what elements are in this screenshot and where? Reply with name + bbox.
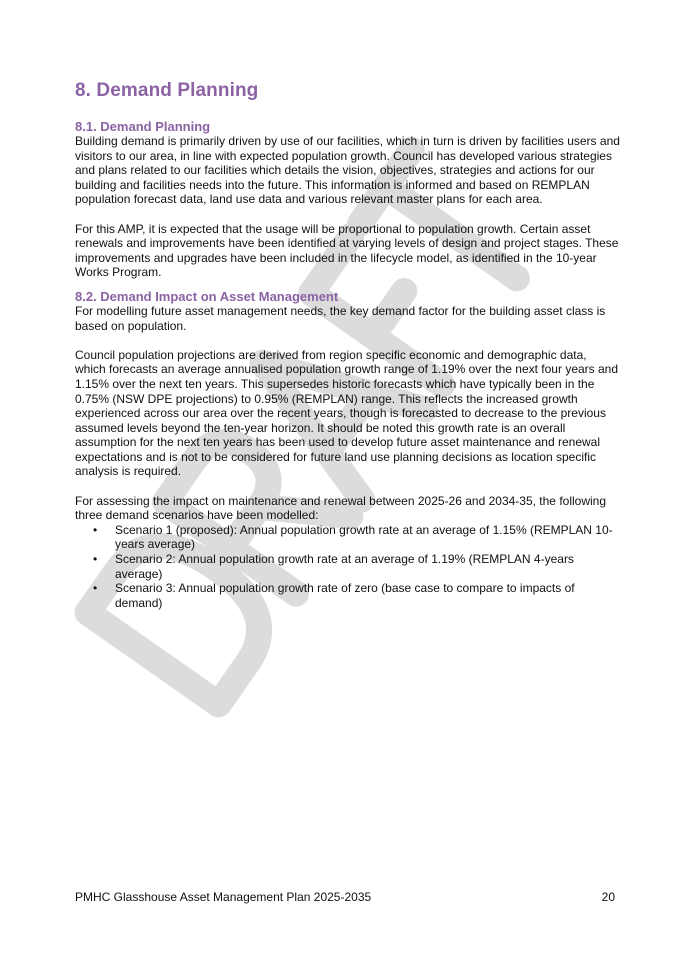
scenario-list: [75, 523, 620, 611]
footer-title: PMHC Glasshouse Asset Management Plan 2025-2035: [75, 890, 372, 904]
list-item: • Scenario 2: Annual population growth rate at an average of 1.19% (REMPLAN 4-years average): [115, 552, 620, 581]
paragraph: Building demand is primarily driven by use of our facilities, which in turn is driven by facilities users and visitors to our area, in line with expected population growth. Council has developed various strategies and plans related to our facilities which details the vision, objectives, strategies and actions for our building and facilities needs into the future. This information is informed and based on REMPLAN population forecast data, land use data and various relevant master plans for each area.: [75, 134, 620, 207]
section-demand-impact: [75, 289, 620, 610]
paragraph: For this AMP, it is expected that the usage will be proportional to population growth. Certain asset renewals and improvements have been identified at varying levels of design and project stages. These improvements and upgrades have been included in the lifecycle model, as identified in the 10-year Works Program.: [75, 221, 619, 280]
page-content: [75, 80, 620, 610]
list-item: • Scenario 3: Annual population growth rate of zero (base case to compare to impacts of demand): [115, 581, 620, 610]
section-title: 8.2. Demand Impact on Asset Management: [75, 288, 339, 304]
paragraph: For modelling future asset management needs, the key demand factor for the building asset class is based on population.: [75, 303, 606, 333]
list-item: • Scenario 1 (proposed): Annual population growth rate at an average of 1.15% (REMPLAN 10-years average): [115, 523, 620, 552]
paragraph: Council population projections are derived from region specific economic and demographic data, which forecasts an average annualised population growth range of 1.19% over the next four years and 1.15% over the next ten years. This supersedes historic forecasts which have typically been in the 0.75% (NSW DPE projections) to 0.95% (REMPLAN) range. This reflects the increased growth experienced across our area over the recent years, though is forecasted to decrease to the previous assumed levels beyond the ten-year horizon. It should be noted this growth rate is an overall assumption for the next ten years has been used to develop future asset maintenance and renewal expectations and is not to be considered for future land use planning decisions as location specific analysis is required.: [75, 347, 619, 479]
page-number: 20: [601, 890, 615, 904]
paragraph: For assessing the impact on maintenance and renewal between 2025-26 and 2034-35, the following three demand scenarios have been modelled:: [75, 493, 607, 523]
page-title: 8. Demand Planning: [75, 80, 259, 101]
section-demand-planning: [75, 119, 620, 280]
page-footer: [75, 890, 615, 904]
section-title: 8.1. Demand Planning: [75, 119, 211, 134]
